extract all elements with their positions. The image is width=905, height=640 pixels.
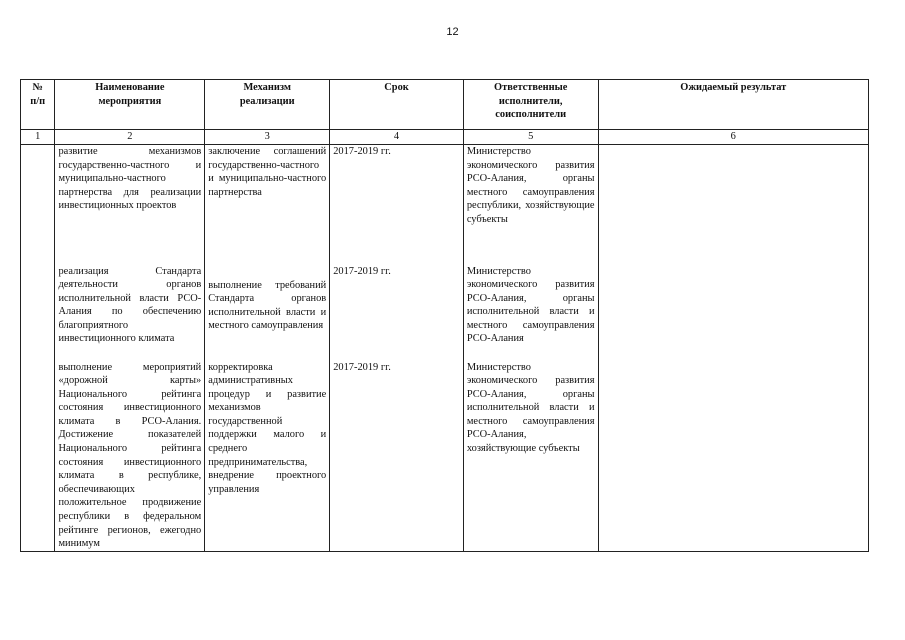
column-number: 1 <box>21 130 55 145</box>
row-name: развитие механизмов государственно-частного и муниципально-частного партнерства для реализации инвестиционных проектов <box>55 145 205 265</box>
header-result: Ожидаемый результат <box>598 80 868 130</box>
column-number-row <box>21 130 869 145</box>
row-responsible: Министерство экономического развития РСО-Алания, органы местного самоуправления республики, хозяйствующие субъекты <box>463 145 598 265</box>
table-row <box>21 145 869 265</box>
header-name: Наименование мероприятия <box>55 80 205 130</box>
column-number: 3 <box>205 130 330 145</box>
measures-table <box>20 79 869 552</box>
row-mechanism: заключение соглашений государственно-частного и муниципально-частного партнерства <box>205 145 330 265</box>
row-mechanism: корректировка административных процедур и развитие механизмов государственной поддержки малого и среднего предпринимательства, внедрение проектного управления <box>205 361 330 552</box>
page-number: 12 <box>446 26 459 38</box>
header-responsible: Ответственные исполнители, соисполнители <box>463 80 598 130</box>
row-result <box>598 361 868 552</box>
row-result <box>598 265 868 361</box>
row-responsible: Министерство экономического развития РСО-Алания, органы исполнительной власти и местного самоуправления РСО-Алания, хозяйствующие субъекты <box>463 361 598 552</box>
row-term: 2017-2019 гг. <box>330 265 464 361</box>
header-term: Срок <box>330 80 464 130</box>
header-row <box>21 80 869 130</box>
table-row <box>21 361 869 552</box>
column-number: 5 <box>463 130 598 145</box>
header-mechanism: Механизм реализации <box>205 80 330 130</box>
row-num <box>21 265 55 361</box>
row-name: реализация Стандарта деятельности органов исполнительной власти РСО-Алания по обеспечению благоприятного инвестиционного климата <box>55 265 205 361</box>
row-term: 2017-2019 гг. <box>330 145 464 265</box>
header-num: № п/п <box>21 80 55 130</box>
row-responsible: Министерство экономического развития РСО-Алания, органы исполнительной власти и местного самоуправления РСО-Алания <box>463 265 598 361</box>
row-num <box>21 361 55 552</box>
row-term: 2017-2019 гг. <box>330 361 464 552</box>
row-name: выполнение мероприятий «дорожной карты» Национального рейтинга состояния инвестиционного климата в РСО-Алания. Достижение показателей Национального рейтинга состояния инвестиционного климата в республике, обеспечивающих положительное продвижение республики в федеральном рейтинге регионов, ежегодно минимум <box>55 361 205 552</box>
table-row <box>21 265 869 361</box>
row-num <box>21 145 55 265</box>
column-number: 6 <box>598 130 868 145</box>
column-number: 2 <box>55 130 205 145</box>
row-mechanism: выполнение требований Стандарта органов исполнительной власти и местного самоуправления <box>205 265 330 361</box>
row-result <box>598 145 868 265</box>
column-number: 4 <box>330 130 464 145</box>
